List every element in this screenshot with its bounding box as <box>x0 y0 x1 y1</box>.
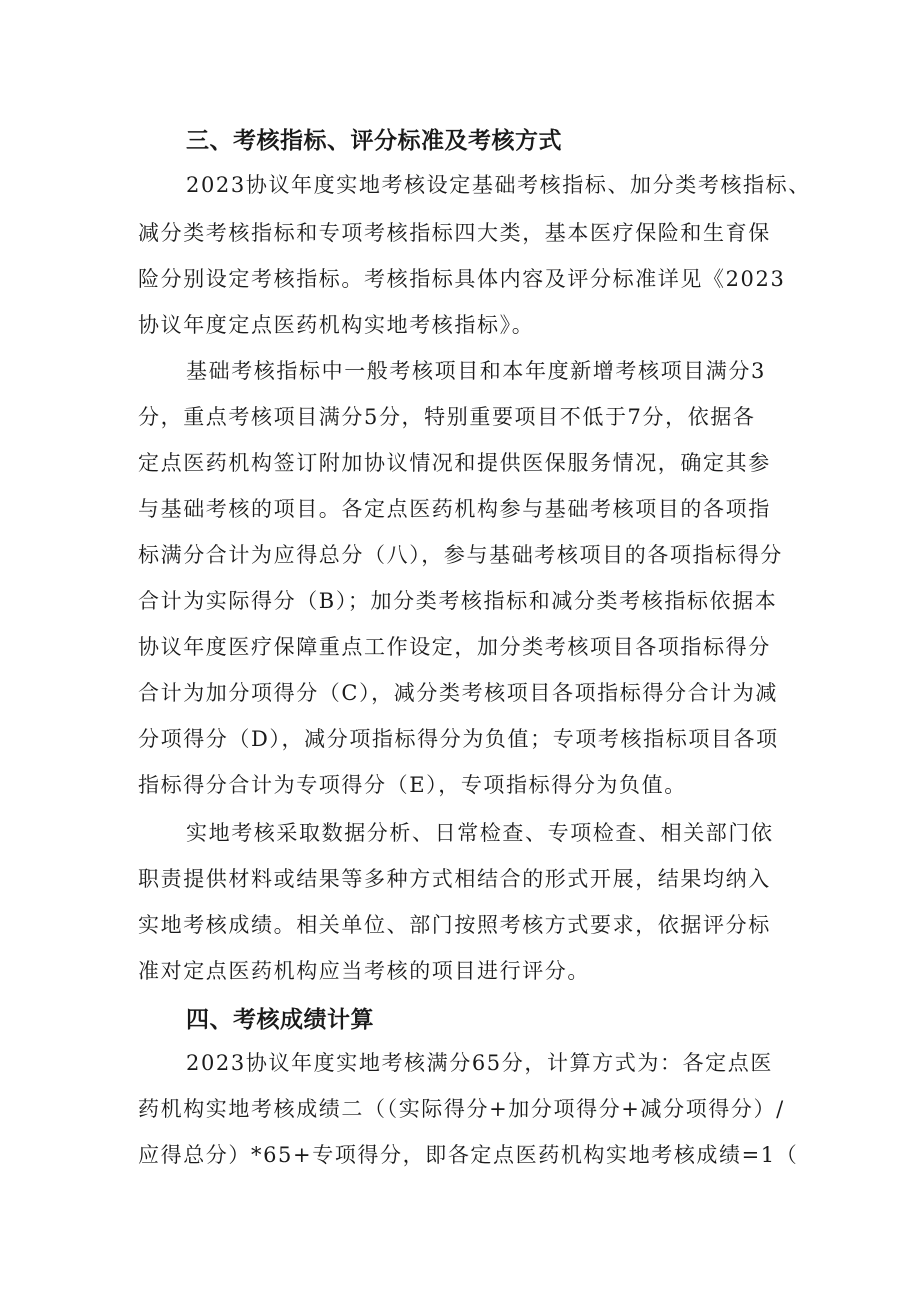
paragraph-line: 准对定点医药机构应当考核的项目进行评分。 <box>138 959 590 983</box>
paragraph-line: 标满分合计为应得总分（八），参与基础考核项目的各项指标得分 <box>138 543 783 567</box>
paragraph-line: 减分类考核指标和专项考核指标四大类，基本医疗保险和生育保 <box>138 221 771 245</box>
paragraph-line: 实地考核采取数据分析、日常检查、专项检查、相关部门依 <box>186 821 774 845</box>
paragraph-line: 合计为加分项得分（C），减分类考核项目各项指标得分合计为减 <box>138 681 778 705</box>
paragraph-line: 协议年度定点医药机构实地考核指标》。 <box>138 313 535 337</box>
paragraph-line: 合计为实际得分（B）；加分类考核指标和减分类考核指标依据本 <box>138 589 778 613</box>
paragraph-line: 分，重点考核项目满分5分，特别重要项目不低于7分，依据各 <box>138 405 756 429</box>
paragraph-line: 应得总分）*65+专项得分，即各定点医药机构实地考核成绩=1（ <box>138 1143 799 1167</box>
paragraph-line: 2023协议年度实地考核满分65分，计算方式为：各定点医 <box>186 1051 773 1075</box>
paragraph-line: 实地考核成绩。相关单位、部门按照考核方式要求，依据评分标 <box>138 913 771 937</box>
section-3-heading: 三、考核指标、评分标准及考核方式 <box>186 128 562 154</box>
paragraph-line: 与基础考核的项目。各定点医药机构参与基础考核项目的各项指 <box>138 497 771 521</box>
paragraph-line: 定点医药机构签订附加协议情况和提供医保服务情况，确定其参 <box>138 451 771 475</box>
paragraph-line: 药机构实地考核成绩二（（实际得分+加分项得分+减分项得分）/ <box>138 1097 785 1121</box>
paragraph-line: 险分别设定考核指标。考核指标具体内容及评分标准详见《2023 <box>138 267 786 291</box>
paragraph-line: 2023协议年度实地考核设定基础考核指标、加分类考核指标、 <box>186 173 811 197</box>
paragraph-line: 基础考核指标中一般考核项目和本年度新增考核项目满分3 <box>186 359 766 383</box>
paragraph-line: 指标得分合计为专项得分（E），专项指标得分为负值。 <box>138 773 687 797</box>
section-4-heading: 四、考核成绩计算 <box>186 1007 374 1033</box>
paragraph-line: 分项得分（D），减分项指标得分为负值；专项考核指标项目各项 <box>138 727 779 751</box>
paragraph-line: 协议年度医疗保障重点工作设定，加分类考核项目各项指标得分 <box>138 635 771 659</box>
paragraph-line: 职责提供材料或结果等多种方式相结合的形式开展，结果均纳入 <box>138 867 771 891</box>
